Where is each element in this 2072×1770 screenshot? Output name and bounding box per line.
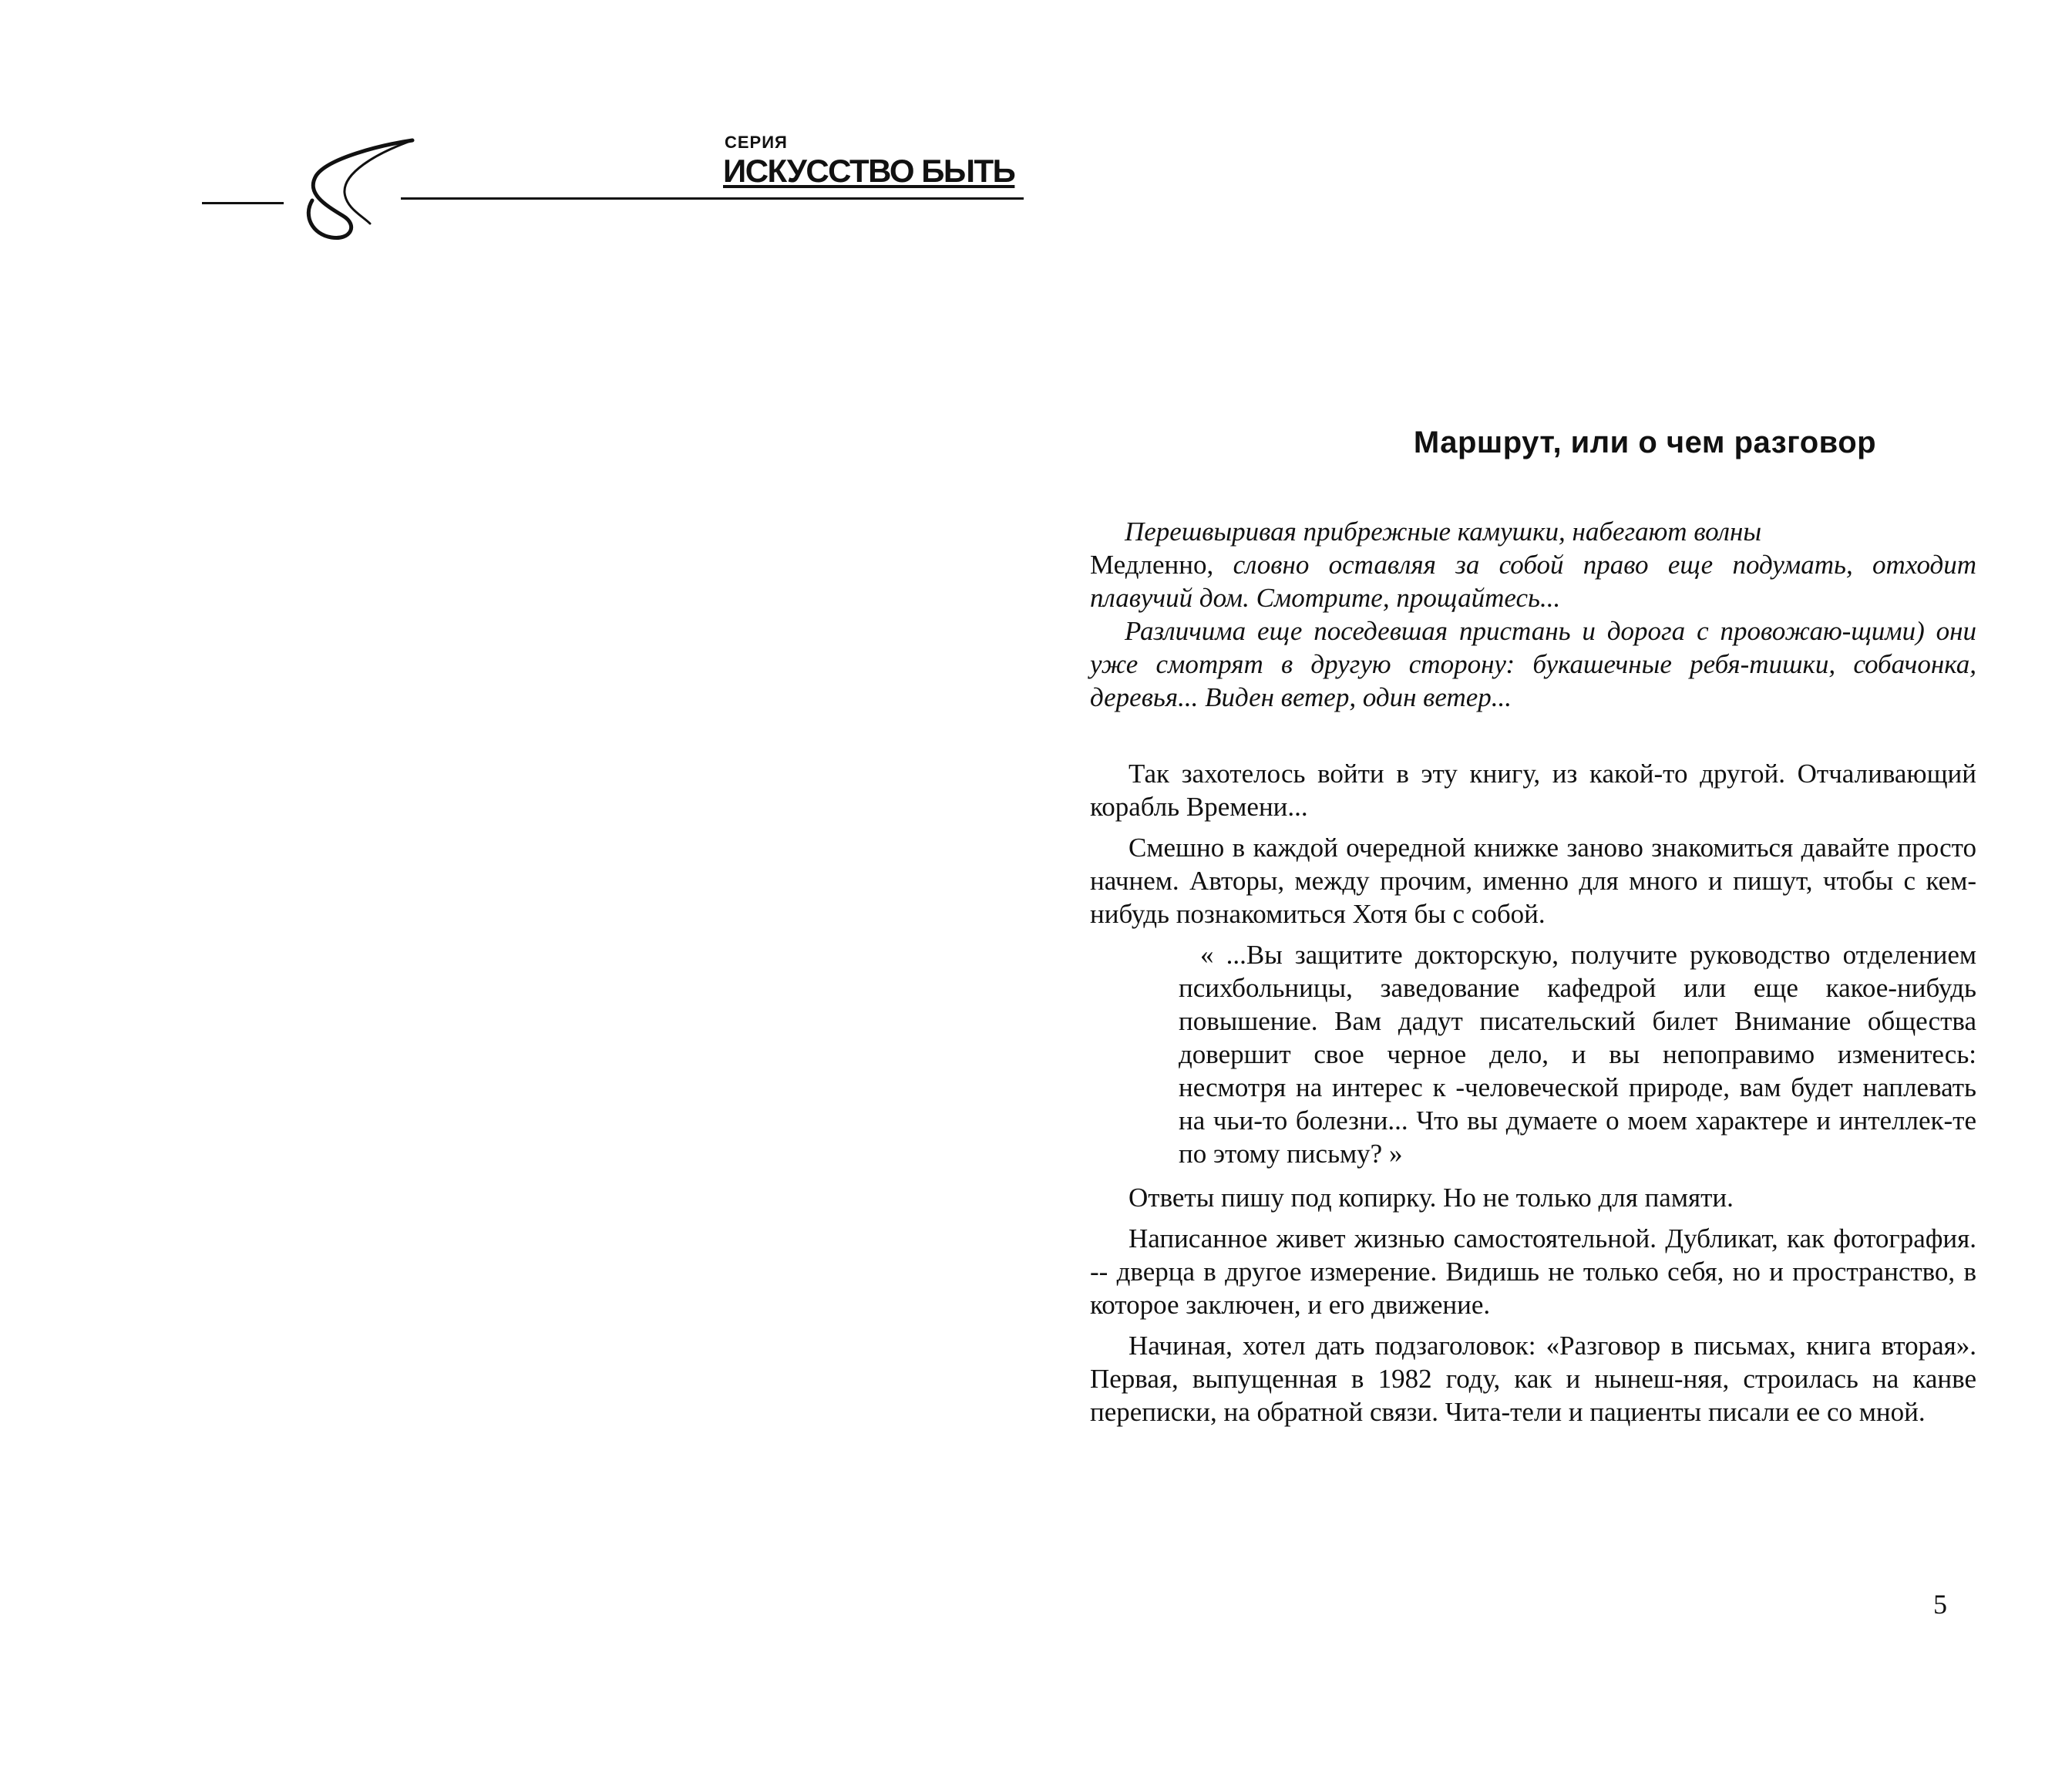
series-label: СЕРИЯ [725, 133, 788, 152]
paragraph-2: Смешно в каждой очередной книжке заново знакомиться давайте просто начнем. Авторы, между прочим, именно для много и пишут, чтобы с кем-нибудь познакомиться Хотя бы с собой. [1090, 833, 1976, 929]
page-number: 5 [1933, 1589, 1947, 1620]
epigraph-line-2-rest: словно оставляя за собой право еще подумать, отходит плавучий дом. Смотрите, прощайтесь... [1090, 550, 1976, 613]
series-rule-left [202, 202, 284, 204]
series-name: ИСКУССТВО БЫТЬ [723, 153, 1015, 189]
chapter-title: Маршрут, или о чем разговор [1413, 426, 1877, 459]
epigraph-line-2 [1090, 548, 1976, 614]
epigraph-line-2-start: Медленно, [1090, 550, 1233, 580]
series-rule-right [401, 197, 1024, 200]
right-page [1036, 0, 2072, 1770]
series-logo-icon [297, 131, 420, 247]
paragraph-4: Написанное живет жизнью самостоятельной. Дубликат, как фотография. -- дверца в другое измерение. Видишь не только себя, но и пространство, в которое заключен, и его движение. [1090, 1223, 1976, 1320]
epigraph-line-1: Перешвыривая прибрежные камушки, набегают волны [1125, 517, 1762, 547]
epigraph-line-3: Различима еще поседевшая пристань и дорога с провожаю-щими) они уже смотрят в другую сторону: букашечные ребя-тишки, собачонка, деревья... Виден ветер, один ветер... [1090, 616, 1976, 712]
paragraph-3: Ответы пишу под копирку. Но не только для памяти. [1128, 1183, 1734, 1213]
paragraph-5: Начиная, хотел дать подзаголовок: «Разговор в письмах, книга вторая». Первая, выпущенная в 1982 году, как и нынеш-няя, строилась на канве переписки, на обратной связи. Чита-тели и пациенты писали ее со мной. [1090, 1331, 1976, 1427]
epigraph [1090, 515, 1976, 714]
paragraph-1: Так захотелось войти в эту книгу, из какой-то другой. Отчаливающий корабль Времени... [1090, 759, 1976, 822]
letter-quote: « ...Вы защитите докторскую, получите руководство отделением психбольницы, заведование кафедрой или еще какое-нибудь повышение. Вам дадут писательский билет Внимание общества довершит свое черное дело, и вы непоправимо изменитесь: несмотря на интерес к -человеческой природе, вам будет наплевать на чьи-то болезни... Что вы думаете о моем характере и интеллек-те по этому письму? » [1179, 940, 1976, 1169]
body-text [1090, 757, 1976, 1436]
